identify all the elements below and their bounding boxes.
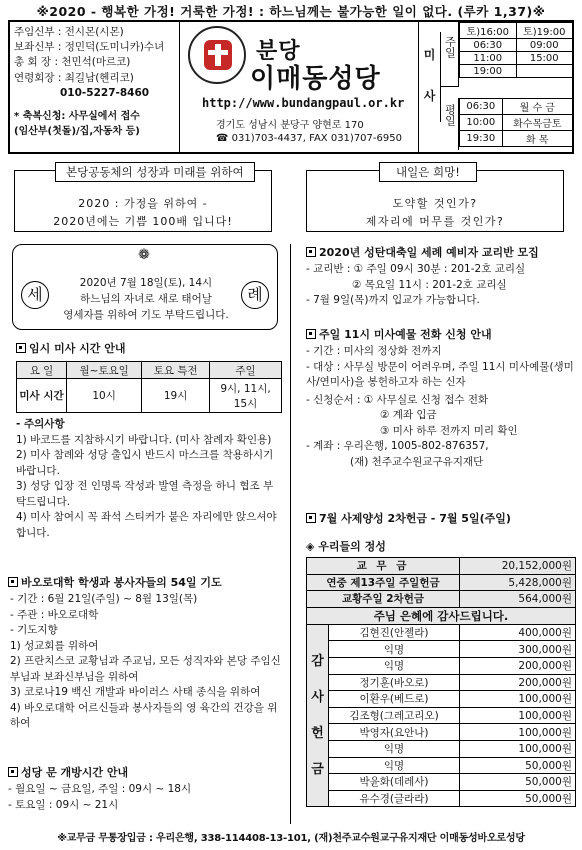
staff-phone: 010-5227-8460 bbox=[60, 86, 150, 99]
offerings-title: ◈ 우리들의 정성 bbox=[306, 540, 386, 553]
footer-note: ※교무금 무통장입금 : 우리은행, 338-114408-13-101, (재)천주교수원교구유지재단 이매동성바오로성당 bbox=[57, 833, 525, 844]
donor-name: 김조형(그레고리오) bbox=[329, 707, 460, 724]
hope-line: 도약할 것인가? bbox=[392, 197, 478, 210]
theme-title: 본당공동체의 성장과 미래를 위하여 bbox=[55, 162, 255, 182]
prayer-line: - 기간 : 6월 21일(주일) ~ 8월 13일(목) bbox=[10, 593, 198, 605]
baptism-right: 례 bbox=[241, 281, 269, 309]
prayer-list bbox=[8, 592, 284, 732]
staff-line: 연령회장 : 최길남(헨리코) bbox=[14, 71, 134, 84]
catechist-line: ② 목요일 11시 : 201-2호 교리실 bbox=[352, 278, 507, 291]
offering-label: 교 무 금 bbox=[307, 558, 460, 575]
header-box bbox=[8, 20, 574, 154]
square-bullet-icon bbox=[16, 343, 26, 353]
mass-schedule bbox=[418, 22, 572, 152]
donor-name: 익명 bbox=[329, 757, 460, 774]
prayer-line: 2) 프란치스코 교황님과 주교님, 모든 성직자와 본당 주임신부님과 보좌신부님을 위하여 bbox=[10, 655, 281, 683]
prayer-section bbox=[8, 574, 284, 732]
prayer-line: 3) 코로나19 백신 개발과 바이러스 사태 종식을 위하여 bbox=[10, 686, 261, 698]
donor-amount: 200,000원 bbox=[460, 674, 576, 691]
catechist-list bbox=[306, 262, 576, 309]
catechist-title: 2020년 성탄대축일 세례 예비자 교리반 모집 bbox=[306, 244, 576, 260]
open-hours-line: - 토요일 : 09시 ~ 21시 bbox=[8, 798, 119, 811]
church-logo-area bbox=[182, 24, 412, 150]
catechist-section bbox=[306, 244, 576, 309]
donor-name: 박윤화(데레사) bbox=[329, 774, 460, 791]
staff-list bbox=[10, 22, 180, 152]
church-address: 경기도 성남시 분당구 양현로 170 bbox=[216, 120, 364, 131]
note-line: (임산부(첫돌)/집,자동차 등) bbox=[14, 126, 140, 137]
phone-mass-line: - 신청순서 : ① 사무실로 신청 접수 전화 bbox=[306, 393, 489, 406]
donor-amount: 100,000원 bbox=[460, 691, 576, 708]
baptism-line: 2020년 7월 18일(토), 14시 bbox=[79, 277, 213, 289]
table-cell: 19시 bbox=[142, 379, 210, 413]
donor-name: 김현진(안젤라) bbox=[329, 624, 460, 641]
donor-name: 박영자(요안나) bbox=[329, 724, 460, 741]
note-item: 2) 미사 참례와 성당 출입시 반드시 마스크를 착용하시기 바랍니다. bbox=[16, 449, 274, 477]
open-hours-line: - 월요일 ~ 금요일, 주일 : 09시 ~ 18시 bbox=[8, 783, 192, 795]
theme-line: 2020 : 가정을 위하여 - bbox=[78, 197, 208, 210]
table-header: 요 일 bbox=[17, 362, 67, 379]
baptism-line: 하느님의 자녀로 새로 태어날 bbox=[80, 293, 212, 305]
note-item: 3) 성당 입장 전 인명록 작성과 발열 측정을 하니 협조 부탁드립니다. bbox=[16, 480, 274, 508]
phone-mass-line: (재) 천주교수원교구유지재단 bbox=[350, 455, 484, 468]
sunday-label: 주일 bbox=[441, 22, 459, 87]
catechist-line: - 교리반 : ① 주일 09시 30분 : 201-2호 교리실 bbox=[306, 263, 526, 275]
donor-amount: 100,000원 bbox=[460, 707, 576, 724]
theme-box bbox=[14, 165, 272, 232]
square-bullet-icon bbox=[306, 247, 316, 257]
catechist-line: - 7월 9일(목)까지 입교가 가능합니다. bbox=[306, 294, 480, 306]
note-line: * 축복신청: 사무실에서 접수 bbox=[14, 111, 140, 122]
offerings-section bbox=[306, 538, 576, 807]
phone-mass-line: - 대상 : 사무실 방문이 어려우며, 주일 11시 미사예물(생미사/연미사)을 봉헌하고자 하는 신자 bbox=[306, 360, 574, 388]
donor-name: 익명 bbox=[329, 641, 460, 658]
phone-mass-line: - 계좌 : 우리은행, 1005-802-876357, bbox=[306, 440, 489, 452]
donor-amount: 100,000원 bbox=[460, 740, 576, 757]
offering-amount: 5,428,000원 bbox=[460, 574, 576, 591]
church-seal-icon bbox=[188, 26, 246, 84]
hope-title: 내일은 희망! bbox=[379, 162, 477, 182]
emblem-icon: ❁ bbox=[138, 247, 150, 263]
phone-mass-line: ③ 미사 하루 전까지 미리 확인 bbox=[380, 424, 518, 437]
church-name: 이매동성당 bbox=[250, 64, 381, 94]
donor-amount: 50,000원 bbox=[460, 790, 576, 807]
table-header: 토요 특전 bbox=[142, 362, 210, 379]
offerings-table bbox=[306, 557, 576, 807]
weekday-mass-table: 06:30 월 수 금 10:00 화수목금토 19:30 화 목 bbox=[459, 98, 573, 147]
table-header: 월~토요일 bbox=[67, 362, 142, 379]
donor-name: 익명 bbox=[329, 657, 460, 674]
notes bbox=[16, 417, 282, 541]
hope-line: 제자리에 머무를 것인가? bbox=[365, 215, 505, 228]
square-bullet-icon bbox=[306, 513, 316, 523]
phone-mass-line: - 기간 : 미사의 정상화 전까지 bbox=[306, 345, 442, 357]
sunday-mass-table: 토)16:00 토)19:00 06:30 09:00 11:00 15:00 19:00 bbox=[459, 22, 573, 78]
offering-label: 연중 제13주일 주일헌금 bbox=[307, 574, 460, 591]
donor-name: 정기훈(바오로) bbox=[329, 674, 460, 691]
prayer-line: 1) 성교회를 위하여 bbox=[10, 639, 99, 652]
prayer-line: - 주관 : 바오로대학 bbox=[10, 608, 99, 621]
phone-mass-section bbox=[306, 326, 578, 470]
baptism-line: 영세자를 위하여 기도 부탁드립니다. bbox=[63, 309, 229, 321]
donor-name: 이환우(베드로) bbox=[329, 691, 460, 708]
banner: ※2020 - 행복한 가정! 거룩한 가정! : 하느님께는 불가능한 일이 없다. (루카 1,37)※ bbox=[36, 4, 546, 19]
row-label: 미사 시간 bbox=[17, 379, 67, 413]
baptism-left: 세 bbox=[21, 281, 49, 309]
donor-amount: 400,000원 bbox=[460, 624, 576, 641]
second-collection-section bbox=[306, 510, 578, 526]
prayer-line: - 기도지향 bbox=[10, 624, 58, 636]
second-collection-title: 7월 사제양성 2차헌금 - 7월 5일(주일) bbox=[306, 510, 578, 526]
donor-amount: 50,000원 bbox=[460, 774, 576, 791]
square-bullet-icon bbox=[306, 329, 316, 339]
square-bullet-icon bbox=[8, 767, 18, 777]
church-url[interactable]: http://www.bundangpaul.or.kr bbox=[202, 96, 405, 110]
phone-mass-line: ② 계좌 입금 bbox=[380, 409, 437, 421]
prayer-line: 4) 바오로대학 어르신들과 봉사자들의 영 육간의 건강을 위하여 bbox=[10, 701, 278, 729]
donor-name: 익명 bbox=[329, 740, 460, 757]
donor-amount: 50,000원 bbox=[460, 757, 576, 774]
note-item: 4) 미사 참여시 꼭 좌석 스티커가 붙은 자리에만 앉으셔야 합니다. bbox=[16, 511, 277, 539]
square-bullet-icon bbox=[8, 577, 18, 587]
baptism-box bbox=[12, 244, 278, 330]
donor-amount: 100,000원 bbox=[460, 724, 576, 741]
mass-label: 미 사 bbox=[419, 32, 441, 122]
church-tel: ☎ 031)703-4437, FAX 031)707-6950 bbox=[216, 133, 402, 144]
temp-mass-table bbox=[16, 361, 282, 413]
donor-name: 유수경(글라라) bbox=[329, 790, 460, 807]
note-item: 1) 바코드를 지참하시기 바랍니다. (미사 참례자 확인용) bbox=[16, 433, 272, 446]
offering-amount: 564,000원 bbox=[460, 591, 576, 608]
column-divider bbox=[290, 244, 291, 824]
staff-line: 보좌신부 : 정민덕(도미니카)수녀 bbox=[14, 41, 165, 54]
temp-mass-title: 임시 미사 시간 안내 bbox=[16, 340, 282, 356]
prayer-title: 바오로대학 학생과 봉사자들의 54일 기도 bbox=[8, 574, 284, 590]
donor-amount: 200,000원 bbox=[460, 657, 576, 674]
open-hours-title: 성당 문 개방시간 안내 bbox=[8, 764, 284, 780]
offering-label: 교황주일 2차헌금 bbox=[307, 591, 460, 608]
phone-mass-title: 주일 11시 미사예물 전화 신청 안내 bbox=[306, 326, 578, 342]
offering-amount: 20,152,000원 bbox=[460, 558, 576, 575]
open-hours-section bbox=[8, 764, 284, 813]
table-cell: 9시, 11시, 15시 bbox=[210, 379, 282, 413]
donor-amount: 300,000원 bbox=[460, 641, 576, 658]
baptism-text bbox=[53, 275, 239, 323]
blessing-note bbox=[14, 109, 174, 139]
phone-mass-list bbox=[306, 344, 578, 470]
weekday-label: 평일 bbox=[441, 98, 459, 150]
theme-line: 2020년에는 기쁨 100배 입니다! bbox=[53, 215, 233, 228]
notes-title: - 주의사항 bbox=[16, 418, 65, 430]
staff-line: 총 회 장 : 천민석(마르코) bbox=[14, 56, 131, 69]
hope-box bbox=[306, 165, 564, 232]
church-name-top: 분당 bbox=[256, 39, 301, 64]
thanks-side-label: 감 사 헌 금 bbox=[307, 624, 329, 807]
open-hours-list bbox=[8, 782, 284, 813]
table-cell: 10시 bbox=[67, 379, 142, 413]
temp-mass-section bbox=[16, 340, 282, 541]
thanks-header: 주님 은혜에 감사드립니다. bbox=[307, 607, 576, 624]
table-header: 주일 bbox=[210, 362, 282, 379]
staff-line: 주임신부 : 전시몬(시몬) bbox=[14, 26, 124, 38]
